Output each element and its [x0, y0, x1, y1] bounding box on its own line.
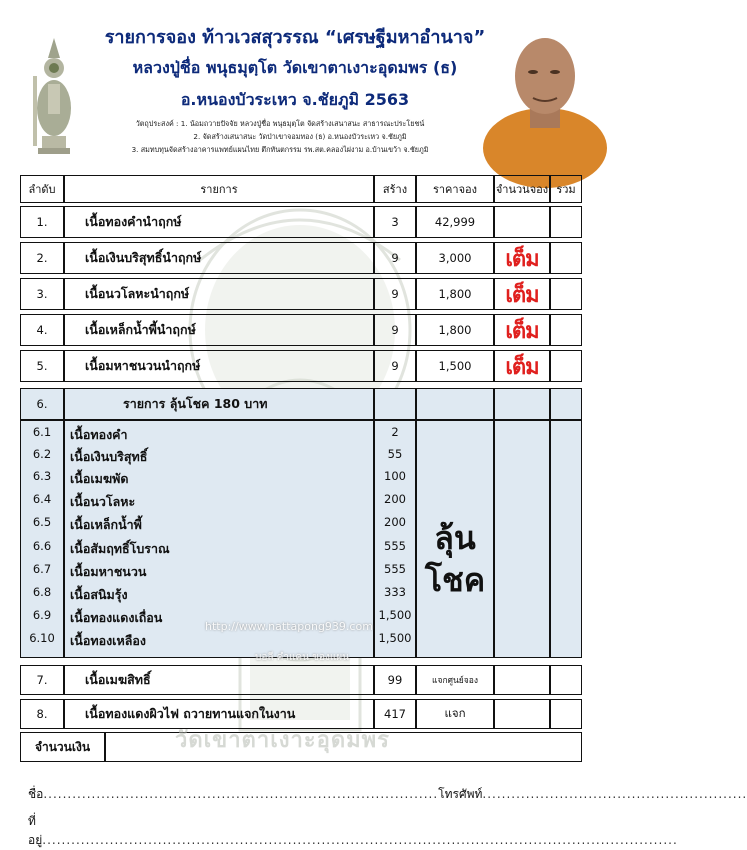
item-name: เนื้อนวโลหะ [70, 494, 136, 509]
row-num: 5. [20, 350, 64, 382]
name-label: ชื่อ [28, 787, 44, 801]
item-num: 6.8 [32, 585, 52, 599]
full-stamp: เต็ม [494, 314, 550, 346]
item-name: เนื้อทองคำ [70, 427, 128, 442]
item-name: เนื้อทองแดงเถื่อน [70, 610, 163, 625]
row-name: เนื้อทองแดงผิวไฟ ถวายทานแจกในงาน [64, 699, 374, 729]
list-item [20, 515, 406, 536]
row-num: 8. [20, 699, 64, 729]
row-qty: 3 [374, 206, 416, 238]
lucky-draw-label [416, 517, 494, 601]
header-price: ราคาจอง [416, 175, 494, 203]
table-row [20, 665, 582, 695]
row-num: 3. [20, 278, 64, 310]
row-name: เนื้อเมฆสิทธิ์ [64, 665, 374, 695]
lucky-label-line-1: ลุ้น [434, 519, 476, 557]
vessavana-statue-image [28, 36, 80, 154]
lucky-col-total [550, 420, 582, 658]
address-line [28, 812, 678, 850]
row-qty: 9 [374, 314, 416, 346]
watermark-credit: บอลี คำแคน ของแผน [255, 652, 349, 663]
item-qty: 2 [391, 425, 399, 439]
row-total [550, 350, 582, 382]
item-name: เนื้อเมฆพัด [70, 471, 129, 486]
title-line-2: หลวงปู่ชื่อ พนุธมุตฺโต วัดเขาตาเงาะอุดมพร (ธ) [132, 58, 458, 77]
purpose-3: 3. สมทบทุนจัดสร้างอาคารแพทย์แผนไทย ตึกทันตกรรม รพ.สต.คลองไผ่งาม อ.บ้านเขว้า จ.ชัยภูมิ [131, 145, 429, 154]
item-num: 6.7 [32, 562, 52, 576]
row-total [550, 206, 582, 238]
row-qty: 9 [374, 242, 416, 274]
full-stamp: เต็ม [494, 242, 550, 274]
row-total [550, 242, 582, 274]
item-qty: 333 [384, 585, 406, 599]
row-name: เนื้อเงินบริสุทธิ์นำฤกษ์ [64, 242, 374, 274]
item-qty: 55 [387, 447, 403, 461]
name-field[interactable]: .................................................................................. [43, 787, 439, 801]
list-item [20, 631, 412, 652]
row-count-input [494, 388, 550, 420]
table-row [20, 206, 582, 238]
item-name: เนื้อสนิมรุ้ง [70, 587, 128, 602]
row-total [550, 699, 582, 729]
row-qty: 9 [374, 278, 416, 310]
row-num: 2. [20, 242, 64, 274]
lucky-col-count [494, 420, 550, 658]
lucky-label-line-2: โชค [424, 561, 486, 599]
table-row [20, 350, 582, 382]
row-num: 7. [20, 665, 64, 695]
purpose-1: วัตถุประสงค์ : 1. น้อมถวายปัจจัย หลวงปู่ชื่อ พนุธมุตฺโต จัดสร้างเสนาสนะ สาธารณะประโยชน์ [135, 119, 425, 128]
watermark-temple-name: วัดเขาตาเงาะอุดมพร [175, 728, 390, 753]
phone-field[interactable]: ....................................................... [482, 787, 747, 801]
item-qty: 200 [384, 492, 406, 506]
row-qty: 99 [374, 665, 416, 695]
list-item [20, 585, 406, 606]
item-name: เนื้อมหาชนวน [70, 564, 147, 579]
row-name: เนื้อเหล็กน้ำพี้นำฤกษ์ [64, 314, 374, 346]
table-row [20, 314, 582, 346]
table-row [20, 278, 582, 310]
item-num: 6.4 [32, 492, 52, 506]
item-name: เนื้อเงินบริสุทธิ์ [70, 449, 148, 464]
address-label: ที่อยู่ [28, 814, 43, 847]
lucky-header-row [20, 388, 582, 420]
row-count-input[interactable] [494, 699, 550, 729]
full-stamp: เต็ม [494, 278, 550, 310]
list-item [20, 492, 406, 513]
row-price: แจก [416, 699, 494, 729]
item-num: 6.5 [32, 515, 52, 529]
item-qty: 1,500 [378, 608, 412, 622]
item-qty: 200 [384, 515, 406, 529]
row-total [550, 665, 582, 695]
row-price: 1,800 [416, 314, 494, 346]
row-qty [374, 388, 416, 420]
item-qty: 100 [384, 469, 406, 483]
row-count-input[interactable] [494, 206, 550, 238]
purpose-2: 2. จัดสร้างเสนาสนะ วัดป่าเขาจอมทอง (ธ) อ.หนองบัวระเหว จ.ชัยภูมิ [193, 132, 407, 141]
row-num: 6. [20, 388, 64, 420]
item-qty: 1,500 [378, 631, 412, 645]
item-num: 6.9 [32, 608, 52, 622]
row-price: 42,999 [416, 206, 494, 238]
item-qty: 555 [384, 539, 406, 553]
row-price: 3,000 [416, 242, 494, 274]
list-item [20, 469, 406, 490]
item-num: 6.3 [32, 469, 52, 483]
list-item [20, 562, 406, 583]
list-item [20, 447, 403, 468]
row-count-input[interactable] [494, 665, 550, 695]
header-order: ลำดับ [20, 175, 64, 203]
full-stamp: เต็ม [494, 350, 550, 382]
row-num: 4. [20, 314, 64, 346]
row-qty: 417 [374, 699, 416, 729]
table-row [20, 242, 582, 274]
item-name: เนื้อเหล็กน้ำพี้ [70, 517, 142, 532]
name-phone-line [28, 785, 747, 804]
row-num: 1. [20, 206, 64, 238]
item-num: 6.6 [32, 539, 52, 553]
watermark-url: http://www.nattapong939.com [205, 620, 373, 633]
row-price [416, 388, 494, 420]
header-reserve-count: จำนวนจอง [494, 175, 550, 203]
item-num: 6.1 [32, 425, 52, 439]
row-name: เนื้อนวโลหะนำฤกษ์ [64, 278, 374, 310]
title-line-1: รายการจอง ท้าวเวสสุวรรณ “เศรษฐีมหาอำนาจ” [104, 27, 486, 48]
row-price: 1,500 [416, 350, 494, 382]
item-num: 6.2 [32, 447, 52, 461]
item-num: 6.10 [29, 631, 55, 645]
list-item [20, 539, 406, 560]
row-price: 1,800 [416, 278, 494, 310]
header-created: สร้าง [374, 175, 416, 203]
phone-label: โทรศัพท์ [438, 787, 483, 801]
row-qty: 9 [374, 350, 416, 382]
item-name: เนื้อทองเหลือง [70, 633, 146, 648]
list-item [20, 425, 399, 446]
total-amount-label: จำนวนเงิน [20, 732, 105, 762]
lucky-header-title: รายการ ลุ้นโชค 180 บาท [64, 388, 374, 420]
row-total [550, 388, 582, 420]
item-name: เนื้อสัมฤทธิ์โบราณ [70, 541, 170, 556]
row-total [550, 314, 582, 346]
title-line-3: อ.หนองบัวระเหว จ.ชัยภูมิ 2563 [180, 90, 410, 109]
row-name: เนื้อมหาชนวนนำฤกษ์ [64, 350, 374, 382]
header [0, 0, 600, 165]
row-price: แจกศูนย์จอง [416, 665, 494, 695]
header-total: รวม [550, 175, 582, 203]
item-qty: 555 [384, 562, 406, 576]
row-name: เนื้อทองคำนำฤกษ์ [64, 206, 374, 238]
header-item: รายการ [64, 175, 374, 203]
row-total [550, 278, 582, 310]
table-header-row [20, 175, 582, 203]
address-field[interactable]: .................................................................................................................................... [42, 833, 678, 847]
